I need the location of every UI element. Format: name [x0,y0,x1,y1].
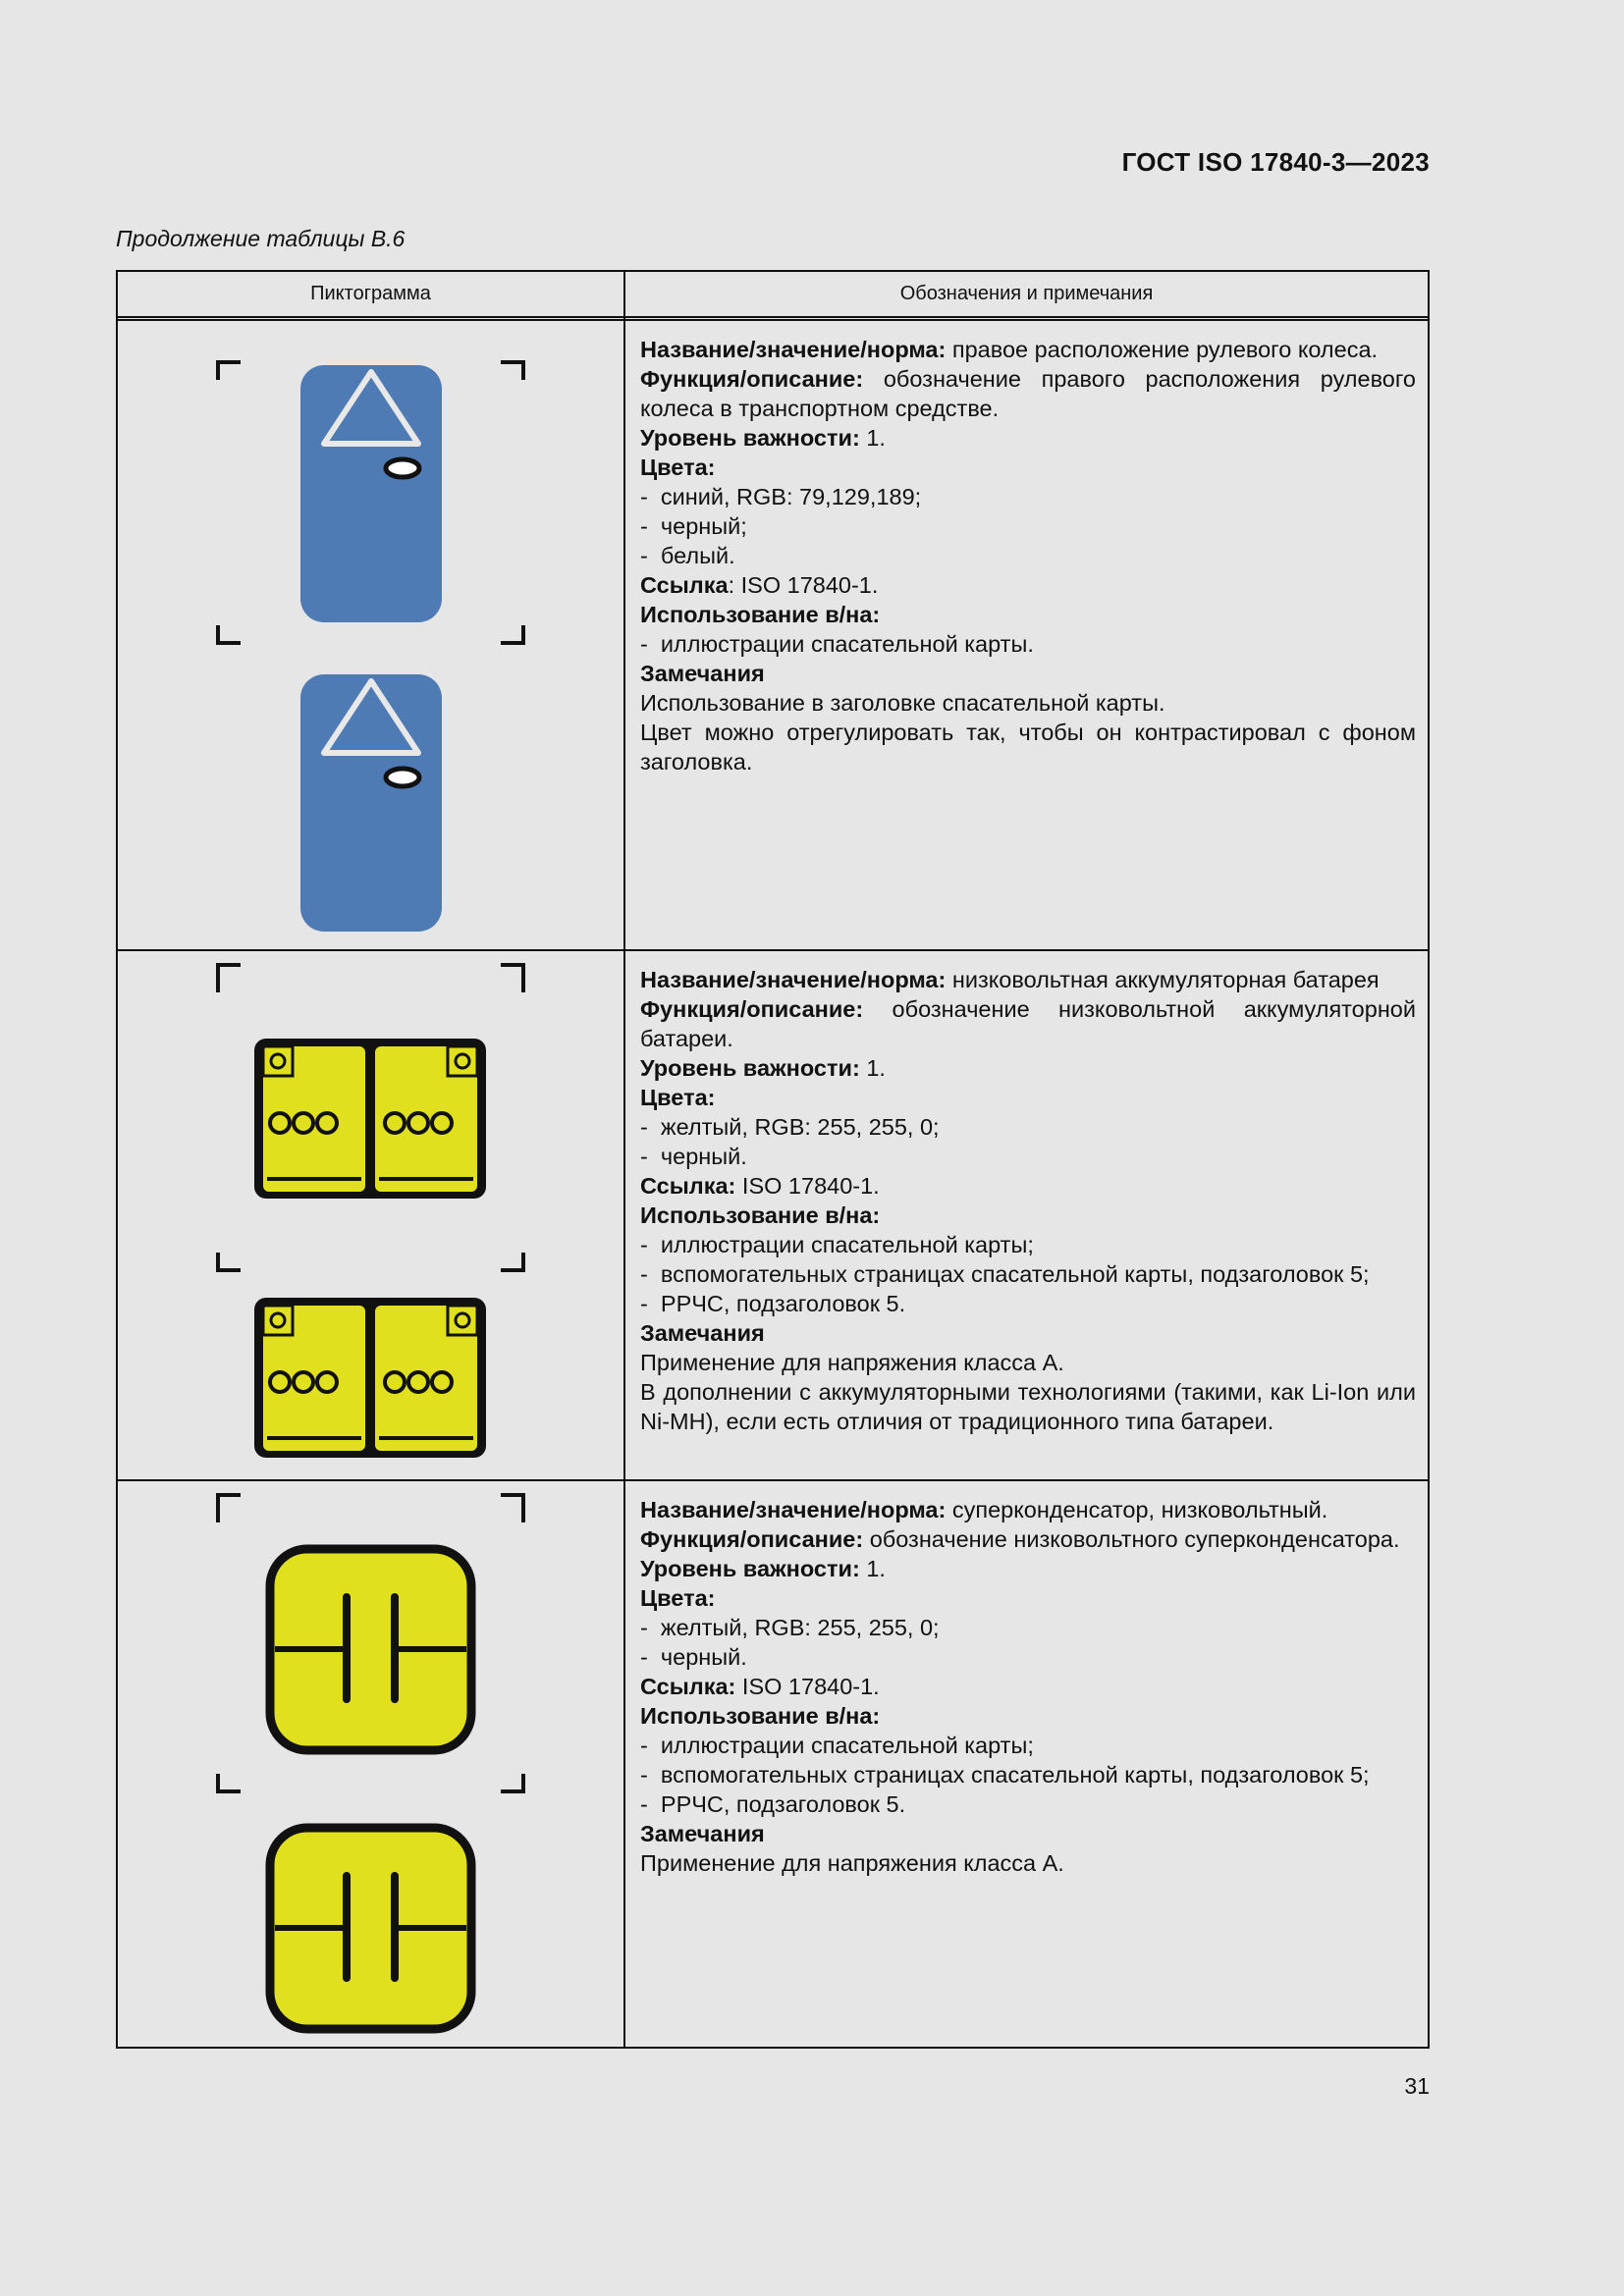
list-item: - черный. [640,1142,1416,1171]
pictogram-table [116,270,1430,2049]
battery-icon-variant [254,1298,486,1458]
notes-cell: Название/значение/норма: суперконденсатор, низковольтный. Функция/описание: обозначение низковольтного суперконденсатора. Уровень важности: 1. Цвета: - желтый, RGB: 255, 255, 0; - черный. Ссылка: ISO 17840-1. Использование в/на: - иллюстрации спасательной карты; - вспомогательных страницах спасательной карты, подзаголовок 5; - РРЧС, подзаголовок 5. Замечания Применение для напряжения класса А. [640,1495,1416,1878]
list-item: - иллюстрации спасательной карты. [640,629,1416,659]
table-row-battery [118,949,1428,1481]
steering-wheel-right-icon [300,365,442,622]
steering-right-pictogram [118,321,623,949]
pictogram-cell [118,1481,623,2051]
list-item: - желтый, RGB: 255, 255, 0; [640,1613,1416,1642]
pictogram-cell [118,321,623,949]
capacitor-icon-variant [270,1828,471,2029]
battery-icon [254,1039,486,1199]
supercapacitor-pictogram [118,1481,623,2051]
list-item: - РРЧС, подзаголовок 5. [640,1289,1416,1318]
header-notes: Обозначения и примечания [899,283,1154,304]
battery-pictogram [118,951,623,1481]
list-item: - черный; [640,511,1416,541]
list-item: - вспомогательных страницах спасательной карты, подзаголовок 5; [640,1259,1416,1289]
list-item: - иллюстрации спасательной карты; [640,1230,1416,1259]
page-number: 31 [1404,2073,1430,2099]
table-row-supercapacitor [118,1479,1428,2051]
pictogram-cell [118,951,623,1481]
document-code: ГОСТ ISO 17840-3—2023 [1121,147,1430,177]
table-header-row [118,272,1428,321]
list-item: - черный. [640,1642,1416,1672]
notes-cell: Название/значение/норма: правое расположение рулевого колеса. Функция/описание: обозначение правого расположения рулевого колеса в транспортном средстве. Уровень важности: 1. Цвета: - синий, RGB: 79,129,189; - черный; - белый. Ссылка: ISO 17840-1. Использование в/на: - иллюстрации спасательной карты. Замечания Использование в заголовке спасательной карты. Цвет можно отрегулировать так, чтобы он контрастировал с фоном заголовка. [640,335,1416,776]
header-pictogram: Пиктограмма [118,272,625,316]
table-caption: Продолжение таблицы В.6 [116,226,406,251]
steering-wheel-right-icon-variant [300,674,442,932]
list-item: - белый. [640,541,1416,570]
list-item: - желтый, RGB: 255, 255, 0; [640,1112,1416,1142]
list-item: - РРЧС, подзаголовок 5. [640,1789,1416,1819]
notes-cell: Название/значение/норма: низковольтная аккумуляторная батарея Функция/описание: обозначение низковольтной аккумуляторной батареи. Уровень важности: 1. Цвета: - желтый, RGB: 255, 255, 0; - черный. Ссылка: ISO 17840-1. Использование в/на: - иллюстрации спасательной карты; - вспомогательных страницах спасательной карты, подзаголовок 5; - РРЧС, подзаголовок 5. Замечания Применение для напряжения класса А. В дополнении с аккумуляторными технологиями (такими, как Li-Ion или Ni-MH), если есть отличия от традиционного типа батареи. [640,965,1416,1436]
capacitor-icon [270,1549,471,1750]
table-row-steering [118,321,1428,949]
list-item: - вспомогательных страницах спасательной карты, подзаголовок 5; [640,1760,1416,1789]
list-item: - синий, RGB: 79,129,189; [640,482,1416,511]
list-item: - иллюстрации спасательной карты; [640,1731,1416,1760]
